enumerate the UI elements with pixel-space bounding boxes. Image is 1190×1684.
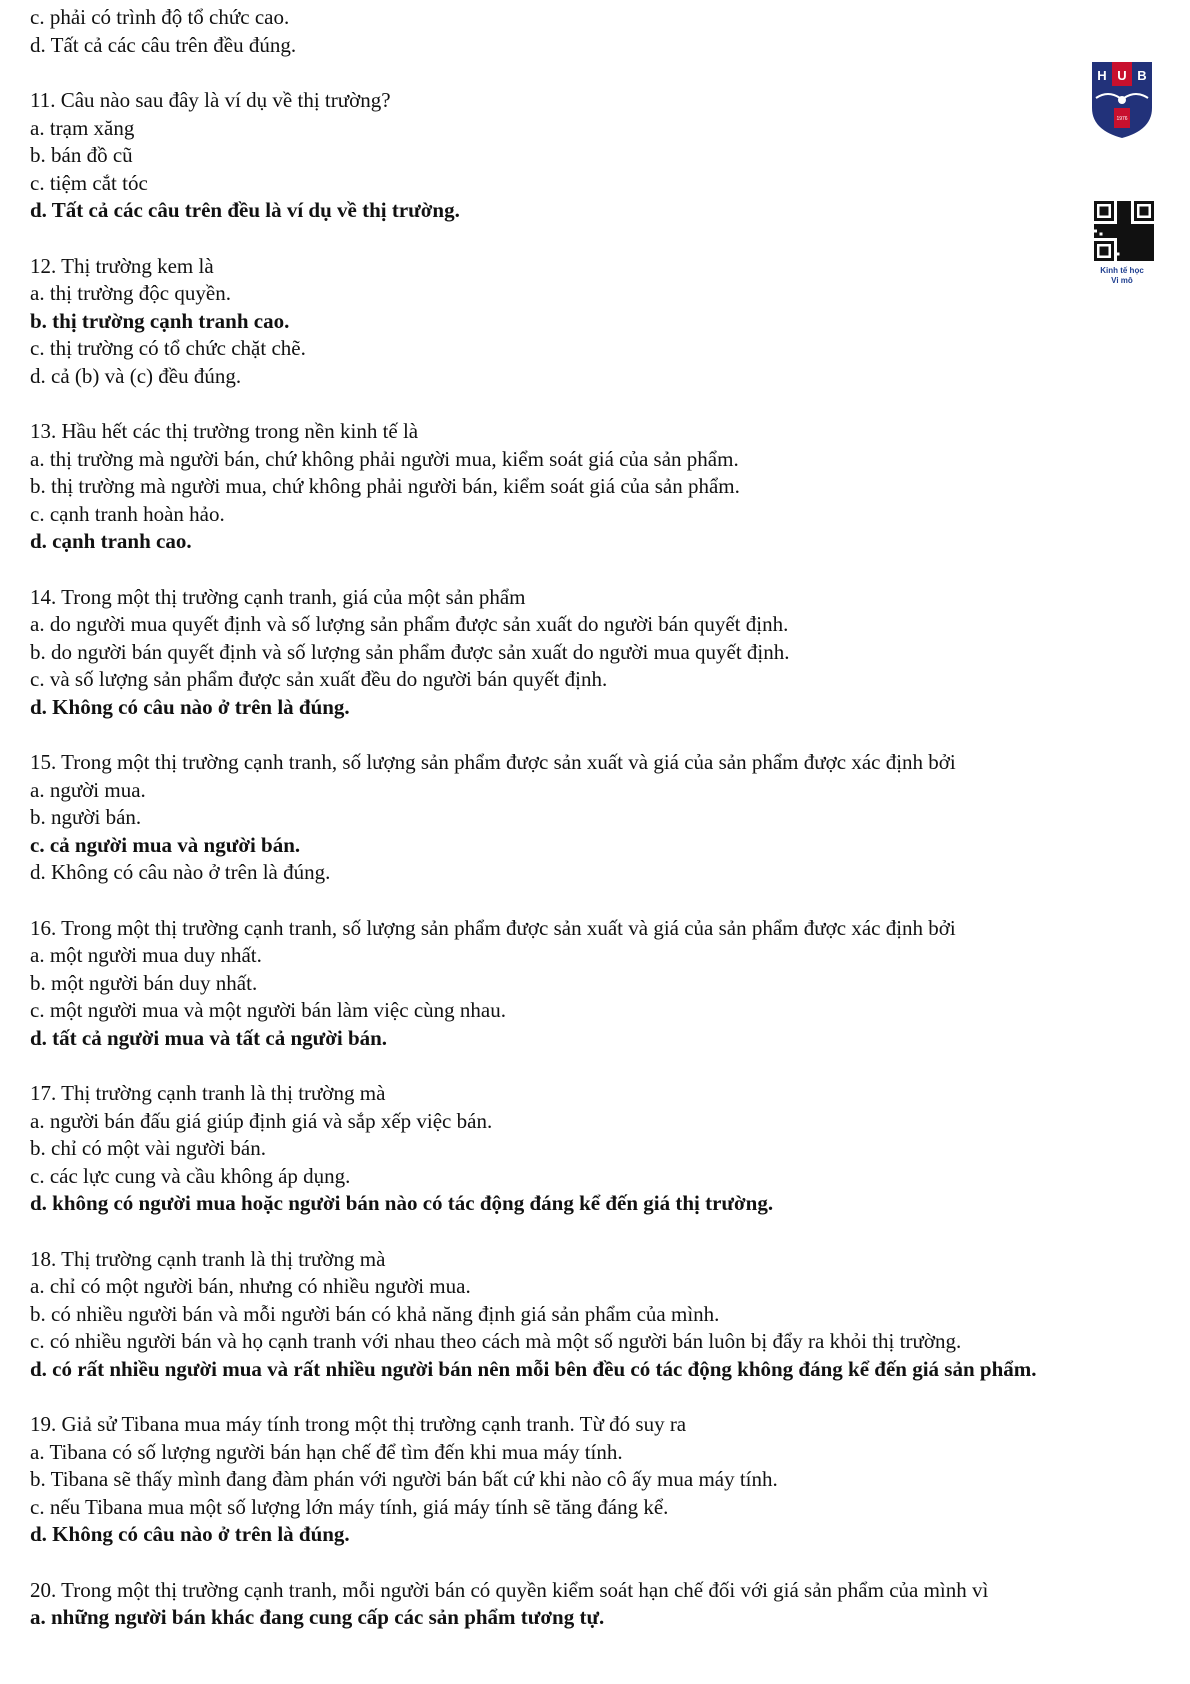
question-text: 18. Thị trường cạnh tranh là thị trường mà	[30, 1246, 386, 1271]
question-spacer	[30, 887, 1140, 915]
answer-option: a. chỉ có một người bán, nhưng có nhiều người mua.	[30, 1274, 471, 1298]
answer-option: b. có nhiều người bán và mỗi người bán có khả năng định giá sản phẩm của mình.	[30, 1301, 720, 1326]
question-text: 19. Giả sử Tibana mua máy tính trong một thị trường cạnh tranh. Từ đó suy ra	[30, 1412, 687, 1436]
answer-option-correct: a. những người bán khác đang cung cấp các sản phẩm tương tự.	[30, 1605, 605, 1629]
badge-caption-line1: Kinh tế học	[1100, 266, 1144, 275]
question-block	[30, 418, 1140, 556]
answer-option: c. một người mua và một người bán làm việc cùng nhau.	[30, 998, 506, 1022]
question-block	[30, 584, 1140, 722]
question-text: 15. Trong một thị trường cạnh tranh, số lượng sản phẩm được sản xuất và giá của sản phẩm được xác định bởi	[30, 750, 956, 774]
question-block	[30, 1577, 1140, 1632]
question-spacer	[30, 1052, 1140, 1080]
question-spacer	[30, 59, 1140, 87]
answer-option: b. chỉ có một vài người bán.	[30, 1136, 266, 1160]
answer-option: a. thị trường mà người bán, chứ không phải người mua, kiểm soát giá của sản phẩm.	[30, 446, 739, 471]
answer-option-correct: d. tất cả người mua và tất cả người bán.	[30, 1025, 388, 1050]
qr-code-icon	[1094, 200, 1154, 262]
answer-option: a. thị trường độc quyền.	[30, 281, 231, 305]
question-block	[30, 1411, 1140, 1549]
answer-option: c. thị trường có tổ chức chặt chẽ.	[30, 336, 306, 360]
question-spacer	[30, 390, 1140, 418]
question-spacer	[30, 1383, 1140, 1411]
answer-option-correct: d. có rất nhiều người mua và rất nhiều người bán nên mỗi bên đều có tác động không đáng kể đến giá sản phẩm.	[30, 1356, 1037, 1381]
answer-option-correct: d. Không có câu nào ở trên là đúng.	[30, 1522, 350, 1546]
hub-logo-icon	[1090, 60, 1154, 140]
answer-option-correct: b. thị trường cạnh tranh cao.	[30, 308, 290, 333]
answer-option-correct: d. Tất cả các câu trên đều là ví dụ về thị trường.	[30, 198, 460, 222]
answer-option: c. nếu Tibana mua một số lượng lớn máy tính, giá máy tính sẽ tăng đáng kể.	[30, 1494, 669, 1519]
answer-option: a. người mua.	[30, 777, 146, 802]
question-text: 14. Trong một thị trường cạnh tranh, giá của một sản phẩm	[30, 584, 526, 609]
badge-caption-line2: Vi mô	[1111, 276, 1133, 285]
question-list	[30, 59, 1140, 1632]
logo-letter-h: H	[1097, 68, 1107, 83]
logo-letter-b: B	[1137, 68, 1147, 83]
question-spacer	[30, 225, 1140, 253]
answer-option: c. cạnh tranh hoàn hảo.	[30, 501, 225, 526]
question-block	[30, 1080, 1140, 1218]
document-body	[30, 4, 1140, 1632]
answer-option: a. trạm xăng	[30, 115, 135, 140]
answer-option: a. do người mua quyết định và số lượng sản phẩm được sản xuất do người bán quyết định.	[30, 612, 789, 636]
question-block	[30, 253, 1140, 391]
question-text: 11. Câu nào sau đây là ví dụ về thị trường?	[30, 88, 391, 112]
logo-letter-u: U	[1117, 68, 1127, 83]
leading-line: c. phải có trình độ tổ chức cao.	[30, 5, 290, 29]
answer-option-correct: d. Không có câu nào ở trên là đúng.	[30, 694, 350, 719]
answer-option: d. Không có câu nào ở trên là đúng.	[30, 860, 331, 884]
question-block	[30, 1246, 1140, 1384]
question-block	[30, 87, 1140, 225]
answer-option: b. người bán.	[30, 805, 142, 829]
logo-year: 1976	[1116, 116, 1128, 122]
answer-option: d. cả (b) và (c) đều đúng.	[30, 363, 242, 388]
question-text: 17. Thị trường cạnh tranh là thị trường mà	[30, 1081, 386, 1105]
answer-option: c. các lực cung và cầu không áp dụng.	[30, 1163, 351, 1188]
question-text: 13. Hầu hết các thị trường trong nền kinh tế là	[30, 419, 419, 443]
answer-option: b. Tibana sẽ thấy mình đang đàm phán với người bán bất cứ khi nào cô ấy mua máy tính.	[30, 1467, 778, 1491]
course-badge	[1082, 52, 1162, 285]
answer-option-correct: d. không có người mua hoặc người bán nào có tác động đáng kể đến giá thị trường.	[30, 1191, 774, 1215]
question-spacer	[30, 1218, 1140, 1246]
answer-option: b. một người bán duy nhất.	[30, 970, 258, 995]
question-text: 20. Trong một thị trường cạnh tranh, mỗi người bán có quyền kiểm soát hạn chế đối với giá sản phẩm của mình vì	[30, 1577, 989, 1602]
answer-option: c. có nhiều người bán và họ cạnh tranh với nhau theo cách mà một số người bán luôn bị đẩy ra khỏi thị trường.	[30, 1329, 962, 1353]
question-block	[30, 915, 1140, 1053]
question-block	[30, 749, 1140, 887]
question-text: 12. Thị trường kem là	[30, 253, 214, 278]
answer-option: a. người bán đấu giá giúp định giá và sắp xếp việc bán.	[30, 1108, 493, 1133]
answer-option: b. do người bán quyết định và số lượng sản phẩm được sản xuất do người mua quyết định.	[30, 639, 790, 664]
logo-emblem-icon	[1118, 96, 1126, 104]
answer-option: a. một người mua duy nhất.	[30, 943, 262, 967]
question-spacer	[30, 1549, 1140, 1577]
answer-option: c. tiệm cắt tóc	[30, 170, 148, 195]
question-text: 16. Trong một thị trường cạnh tranh, số lượng sản phẩm được sản xuất và giá của sản phẩm được xác định bởi	[30, 915, 956, 940]
leading-line: d. Tất cả các câu trên đều đúng.	[30, 32, 297, 57]
answer-option-correct: c. cả người mua và người bán.	[30, 832, 301, 857]
answer-option: b. thị trường mà người mua, chứ không phải người bán, kiểm soát giá của sản phẩm.	[30, 474, 740, 498]
answer-option: c. và số lượng sản phẩm được sản xuất đều do người bán quyết định.	[30, 667, 608, 691]
answer-option: a. Tibana có số lượng người bán hạn chế để tìm đến khi mua máy tính.	[30, 1439, 623, 1464]
answer-option-correct: d. cạnh tranh cao.	[30, 529, 192, 553]
leading-lines	[30, 4, 1140, 59]
question-spacer	[30, 556, 1140, 584]
answer-option: b. bán đồ cũ	[30, 143, 133, 167]
question-spacer	[30, 721, 1140, 749]
